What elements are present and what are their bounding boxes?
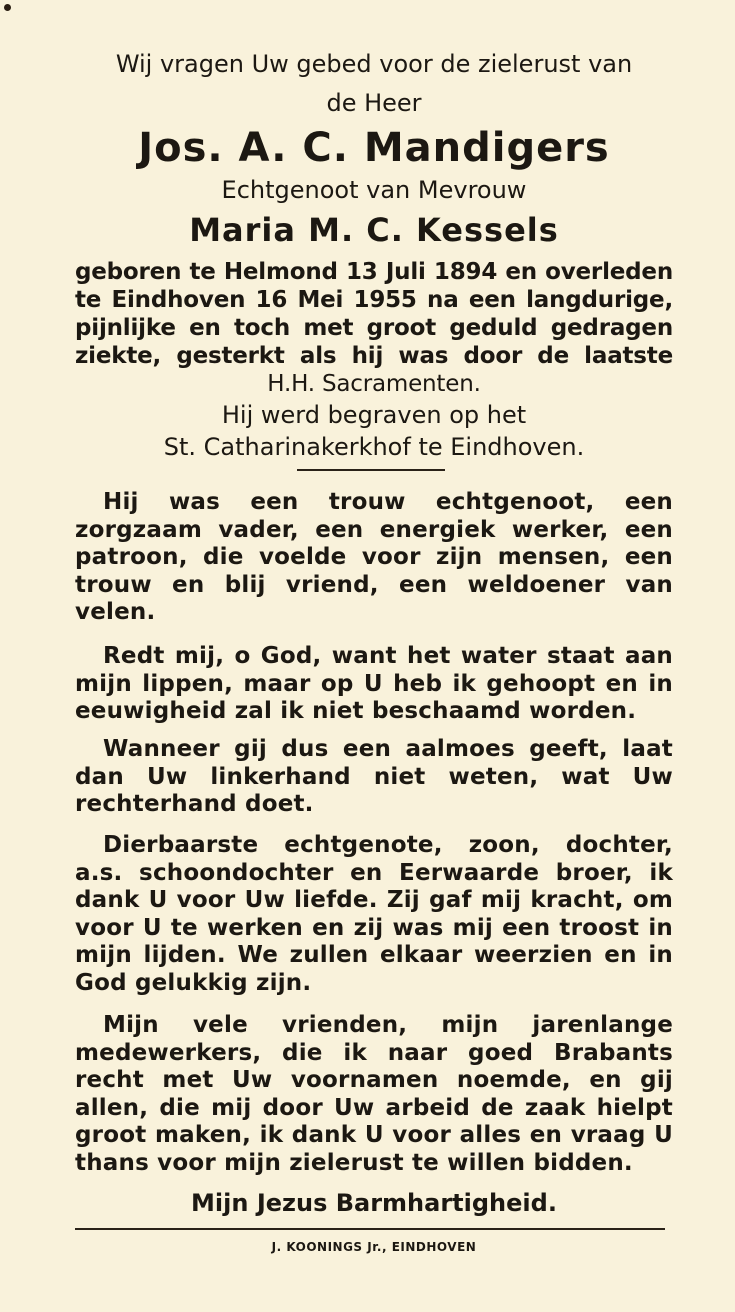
burial-line-1: Hij werd begraven op het	[221, 401, 527, 429]
bio-line-5: H.H. Sacramenten.	[267, 371, 481, 397]
paragraph-psalm: Redt mij, o God, want het water staat aan mijn lippen, maar op U heb ik gehoopt en in eeuwigheid zal ik niet beschaamd worden.	[75, 643, 673, 724]
paragraph-alms: Wanneer gij dus een aalmoes geeft, laat dan Uw linkerhand niet weten, wat Uw rechterhand doet.	[75, 736, 673, 817]
burial-note	[75, 399, 673, 463]
deceased-name: Jos. A. C. Mandigers	[138, 125, 610, 171]
paragraph-friends: Mijn vele vrienden, mijn jarenlange medewerkers, die ik naar goed Brabants recht met Uw voornamen noemde, en gij allen, die mij door Uw arbeid de zaak hielpt groot maken, ik dank U voor alles en vraag U thans voor mijn zielerust te willen bidden.	[75, 1012, 673, 1176]
intro-block	[75, 45, 673, 123]
printer-credit: J. KOONINGS Jr., EINDHOVEN	[271, 1240, 477, 1254]
intro-line-2: de Heer	[326, 89, 422, 117]
short-divider	[297, 469, 445, 471]
spouse-label: Echtgenoot van Mevrouw	[221, 176, 527, 204]
paragraph-family: Dierbaarste echtgenote, zoon, dochter, a.s. schoondochter en Eerwaarde broer, ik dank U voor Uw liefde. Zij gaf mij kracht, om voor U te werken en zij was mij een troost in mijn lijden. We zullen elkaar weerzien en in God gelukkig zijn.	[75, 832, 673, 996]
bio-line-3: pijnlijke en toch met groot geduld gedragen	[75, 315, 673, 341]
bio-line-2: te Eindhoven 16 Mei 1955 na een langdurige,	[75, 287, 673, 313]
bio-line-1: geboren te Helmond 13 Juli 1894 en overleden	[75, 259, 673, 285]
intro-line-1: Wij vragen Uw gebed voor de zielerust van	[115, 50, 633, 78]
long-divider	[75, 1228, 665, 1230]
bio-line-4: ziekte, gesterkt als hij was door de laatste	[75, 343, 673, 369]
biography	[75, 258, 673, 398]
burial-line-2: St. Catharinakerkhof te Eindhoven.	[163, 433, 585, 461]
paragraph-tribute: Hij was een trouw echtgenoot, een zorgzaam vader, een energiek werker, een patroon, die voelde voor zijn mensen, een trouw en blij vriend, een weldoener van velen.	[75, 489, 673, 625]
spouse-name: Maria M. C. Kessels	[189, 211, 559, 249]
ink-dot-mark	[4, 4, 11, 11]
closing-prayer: Mijn Jezus Barmhartigheid.	[191, 1189, 557, 1217]
